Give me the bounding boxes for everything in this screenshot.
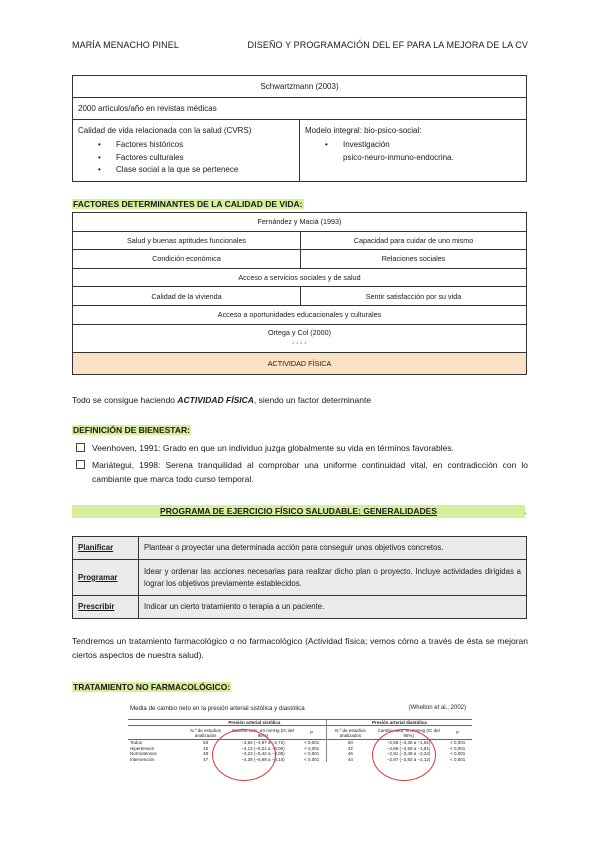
term-planificar: Planificar: [73, 537, 139, 560]
factors-table: [72, 212, 527, 375]
page-header: [72, 40, 528, 54]
table-cell: −2,91 (−3,49 a −2,34): [386, 751, 431, 757]
list-item: • Clase social a la que se pertenece: [78, 164, 294, 177]
row-label: Hipertensos: [130, 745, 155, 751]
blood-pressure-figure: [128, 703, 472, 781]
figure-title: Media de cambio neto en la presión arterial sistólica y diastólica: [130, 705, 305, 712]
table-cell: 49: [203, 751, 209, 757]
list-item: • Factores culturales: [78, 152, 294, 165]
paragraph-text: , siendo un factor determinante: [253, 395, 372, 405]
cvrs-cell: [73, 120, 300, 182]
section-no-farmacologico-title: TRATAMIENTO NO FARMACOLÓGICO:: [73, 682, 231, 692]
table-cell: < 0,001: [304, 745, 320, 751]
table-cell: −3,84 (−4,97 a −2,72): [228, 740, 297, 746]
factor-cell: Acceso a servicios sociales y de salud: [73, 268, 527, 287]
definitions-table: [72, 536, 527, 619]
column-header: Cambio neto, en mmHg (IC del 95%): [228, 726, 297, 740]
table-cell: < 0,001: [298, 740, 327, 746]
schwartzmann-table: [72, 75, 527, 182]
column-header: P: [443, 726, 472, 740]
row-label: Todos: [128, 740, 183, 746]
ortega-label: Ortega y Col (2000): [267, 328, 332, 338]
factor-cell: Condición económica: [73, 250, 301, 269]
checkbox-icon: [76, 460, 85, 469]
column-header: P: [298, 726, 327, 740]
table-cell: −4,13 (−5,21 a −3,05): [241, 745, 285, 751]
definition-text: Indicar un cierto tratamiento o terapia a un paciente.: [139, 596, 527, 619]
section-factores-title: FACTORES DETERMINANTES DE LA CALIDAD DE VIDA:: [73, 199, 303, 209]
paragraph-actividad: [72, 393, 528, 407]
table-cell: 46: [326, 751, 374, 756]
banner-dot: .: [524, 506, 527, 516]
schwartzmann-title: Schwartzmann (2003): [73, 76, 527, 98]
row-label: Intervención: [130, 756, 155, 762]
cvrs-title: Calidad de vida relacionada con la salud (CVRS): [78, 126, 252, 135]
term-programar: Programar: [73, 560, 139, 596]
column-header: N.º de estudios analizados: [326, 726, 374, 740]
bienestar-item: [76, 441, 528, 455]
factor-cell: Calidad de la vivienda: [73, 287, 301, 306]
articles-row: 2000 artículos/año en revistas médicas: [73, 98, 527, 120]
table-cell: < 0,001: [304, 751, 320, 757]
cvrs-list: [78, 139, 294, 177]
table-cell: 44: [326, 757, 374, 762]
table-cell: < 0,001: [443, 740, 472, 746]
group-header: Presión arterial diastólica: [326, 720, 472, 726]
table-cell: 50: [326, 740, 374, 746]
definition-text: Idear y ordenar las acciones necesarias para realizar dicho plan o proyecto. Incluye actividades dirigidas a lograr los objetivos previamente establecidos.: [139, 560, 527, 596]
paragraph-tratamiento: Tendremos un tratamiento farmacológico o no farmacológico (Actividad física; vemos cómo a través de ésta se mejoran ciertos aspectos de nuestra salud).: [72, 636, 528, 660]
table-cell: −4,38 (−5,68 a −3,10): [241, 756, 285, 762]
course-title: DISEÑO Y PROGRAMACIÓN DEL EF PARA LA MEJORA DE LA CV: [247, 40, 528, 50]
ortega-cell: [73, 324, 527, 352]
column-header: Cambio neto, en mmHg (IC del 95%): [374, 726, 443, 740]
term-prescribir: Prescribir: [73, 596, 139, 619]
table-cell: −2,97 (−3,82 a −2,12): [386, 756, 431, 762]
factor-cell: Salud y buenas aptitudes funcionales: [73, 231, 301, 250]
column-header: N.º de estudios analizados: [183, 726, 228, 740]
blank-cell: [128, 726, 183, 740]
banner-text: PROGRAMA DE EJERCICIO FÍSICO SALUDABLE: GENERALIDADES: [160, 506, 437, 516]
table-cell: < 0,001: [450, 756, 466, 762]
factor-cell: Acceso a oportunidades educacionales y culturales: [73, 305, 527, 324]
group-header: Presión arterial sistólica: [183, 720, 326, 726]
bienestar-text: Mariátegui, 1998: Serena tranquilidad al comprobar una uniforme continuidad vital, en contradicción con lo cambiante que marca todo curso temporal.: [92, 460, 528, 484]
section-bienestar-title: DEFINICIÓN DE BIENESTAR:: [73, 425, 190, 435]
factor-cell: Relaciones sociales: [301, 250, 527, 269]
table-cell: −2,58 (−3,35 a −1,81): [374, 740, 443, 746]
checkbox-icon: [76, 443, 85, 452]
highlight-oval: [212, 729, 276, 781]
highlight-oval: [372, 729, 436, 781]
table-cell: −2,69 (−3,59 a −1,81): [386, 745, 431, 751]
list-item: • Factores históricos: [78, 139, 294, 152]
emphasis-text: ACTIVIDAD FÍSICA: [177, 395, 254, 405]
actividad-fisica-cell: ACTIVIDAD FÍSICA: [73, 352, 527, 374]
programa-banner: [72, 505, 525, 518]
model-item-continuation: psico-neuro-inmuno-endocrina.: [343, 152, 454, 162]
table-cell: < 0,001: [450, 745, 466, 751]
paragraph-text: Todo se consigue haciendo: [72, 395, 178, 405]
factors-title: Fernández y Maciá (1993): [73, 213, 527, 232]
table-cell: 45: [203, 745, 209, 751]
table-cell: 42: [326, 746, 374, 751]
factor-cell: Sentir satisfacción por su vida: [301, 287, 527, 306]
factor-cell: Capacidad para cuidar de uno mismo: [301, 231, 527, 250]
down-arrows-icon: ↓↓↓↓: [291, 340, 308, 347]
model-title: Modelo integral: bio-psico-social:: [305, 126, 422, 135]
bienestar-text: Veenhoven, 1991: Grado en que un individuo juzga globalmente su vida en términos favorables.: [92, 443, 454, 453]
model-cell: [300, 120, 527, 182]
list-item: • Investigación: [305, 139, 521, 152]
table-cell: −4,23 (−5,42 a −3,05): [241, 751, 285, 757]
table-cell: 53: [183, 740, 228, 746]
bienestar-item: [76, 458, 528, 486]
definition-text: Plantear o proyectar una determinada acción para conseguir unos objetivos concretos.: [139, 537, 527, 560]
model-list: [305, 139, 521, 152]
table-cell: < 0,001: [450, 751, 466, 757]
figure-citation: (Whelton et al., 2002): [408, 705, 466, 711]
row-label: Normotensos: [130, 751, 157, 757]
table-cell: 47: [203, 756, 209, 762]
table-cell: < 0,001: [304, 756, 320, 762]
author-name: MARÍA MENACHO PINEL: [72, 40, 179, 50]
